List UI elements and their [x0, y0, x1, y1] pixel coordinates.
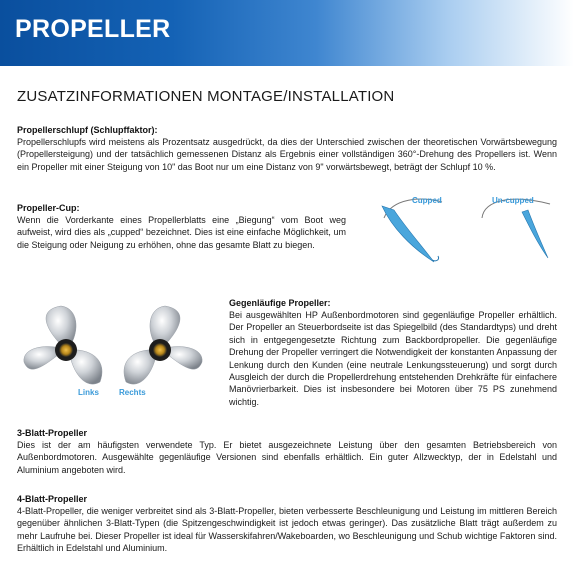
propeller-left — [24, 306, 102, 384]
vier-blatt-text: 4-Blatt-Propeller, die weniger verbreitet sind als 3-Blatt-Propeller, bieten verbesserte Beschleunigung und Leistung im mittleren Bereich gegenüber ähnlichen 3-Blatt-Typen (die Spitzengeschwindigkeit ist jedoch etwas geringer). Das zusätzliche Blatt trägt außerdem zu mehr Laufruhe bei. Dieser Propeller ist ideal für Wasserskifahren/Wakeboarden, wo Beschleunigung und Schub wichtige Faktoren sind. Erhältlich in Edelstahl und Aluminium. — [17, 506, 557, 554]
propeller-images — [16, 300, 216, 400]
section-title: ZUSATZINFORMATIONEN MONTAGE/INSTALLATION — [17, 88, 395, 105]
uncupped-label: Un-cupped — [492, 196, 534, 205]
schlupf-text: Propellerschlupfs wird meistens als Prozentsatz ausgedrückt, da dies der Unterschied zwischen der theoretischen Vorwärtsbewegung (Propellersteigung) und der tatsächlich gemessenen Distanz als Ergebnis einer vollständigen 360°-Drehung des Propellers ist. Wenn ein Propeller mit einer Steigung von 10" das Boot nur um eine Distanz von 9" vorwärtsbewegt, beträgt der Schlupf 10 %. — [17, 137, 557, 172]
cupped-label: Cupped — [412, 196, 442, 205]
cupped-tip — [432, 256, 439, 261]
cupped-blade — [382, 206, 434, 262]
uncupped-blade — [522, 210, 548, 258]
propeller-pair-image — [16, 300, 216, 400]
drei-blatt-heading: 3-Blatt-Propeller — [17, 428, 88, 438]
vier-blatt-heading: 4-Blatt-Propeller — [17, 494, 88, 504]
propeller-right — [124, 306, 202, 384]
drei-blatt-text: Dies ist der am häufigsten verwendete Typ. Er bietet ausgezeichnete Leistung über den gesamten Betriebsbereich von Außenbordmotoren. Ausgewählte gegenläufige Versionen sind ebenfalls erhältlich. Ein guter Allzwecktyp, der in Edelstahl und Aluminium angeboten wird. — [17, 440, 557, 475]
cup-diagram — [372, 188, 562, 268]
page-title: PROPELLER — [15, 15, 171, 43]
gegenlaeufig-text: Bei ausgewählten HP Außenbordmotoren sind gegenläufige Propeller erhältlich. Der Propeller an Steuerbordseite ist das Spiegelbild (des Standardtyps) und dreht sich in entgegengesetzte Richtung zum Backbordpropeller. Die gegenläufige Drehung der Propeller verringert die Notwendigkeit der konstanten Anpassung der Lenkung durch den Kunden (eine neutrale Lenkungssteuerung) und sorgt durch Ausgleich der durch die Propellerdrehung entstehenden Drehkräfte für einfachere Manövrierbarkeit. Dies ist insbesondere bei Motoren über 75 PS zunehmend wichtig. — [229, 310, 557, 407]
label-rechts: Rechts — [119, 388, 146, 397]
label-links: Links — [78, 388, 99, 397]
header-banner — [0, 0, 574, 66]
schlupf-heading: Propellerschlupf (Schlupffaktor): — [17, 125, 158, 135]
gegenlaeufig-heading: Gegenläufige Propeller: — [229, 298, 331, 308]
cup-heading: Propeller-Cup: — [17, 203, 80, 213]
cup-text: Wenn die Vorderkante eines Propellerblatts eine „Biegung“ vom Boot weg aufweist, wird dies als „cupped“ bezeichnet. Dies ist eine einfache Möglichkeit, um die Steigung oder Neigung zu erhöhen, ohne das gesamte Blatt zu biegen. — [17, 215, 346, 250]
